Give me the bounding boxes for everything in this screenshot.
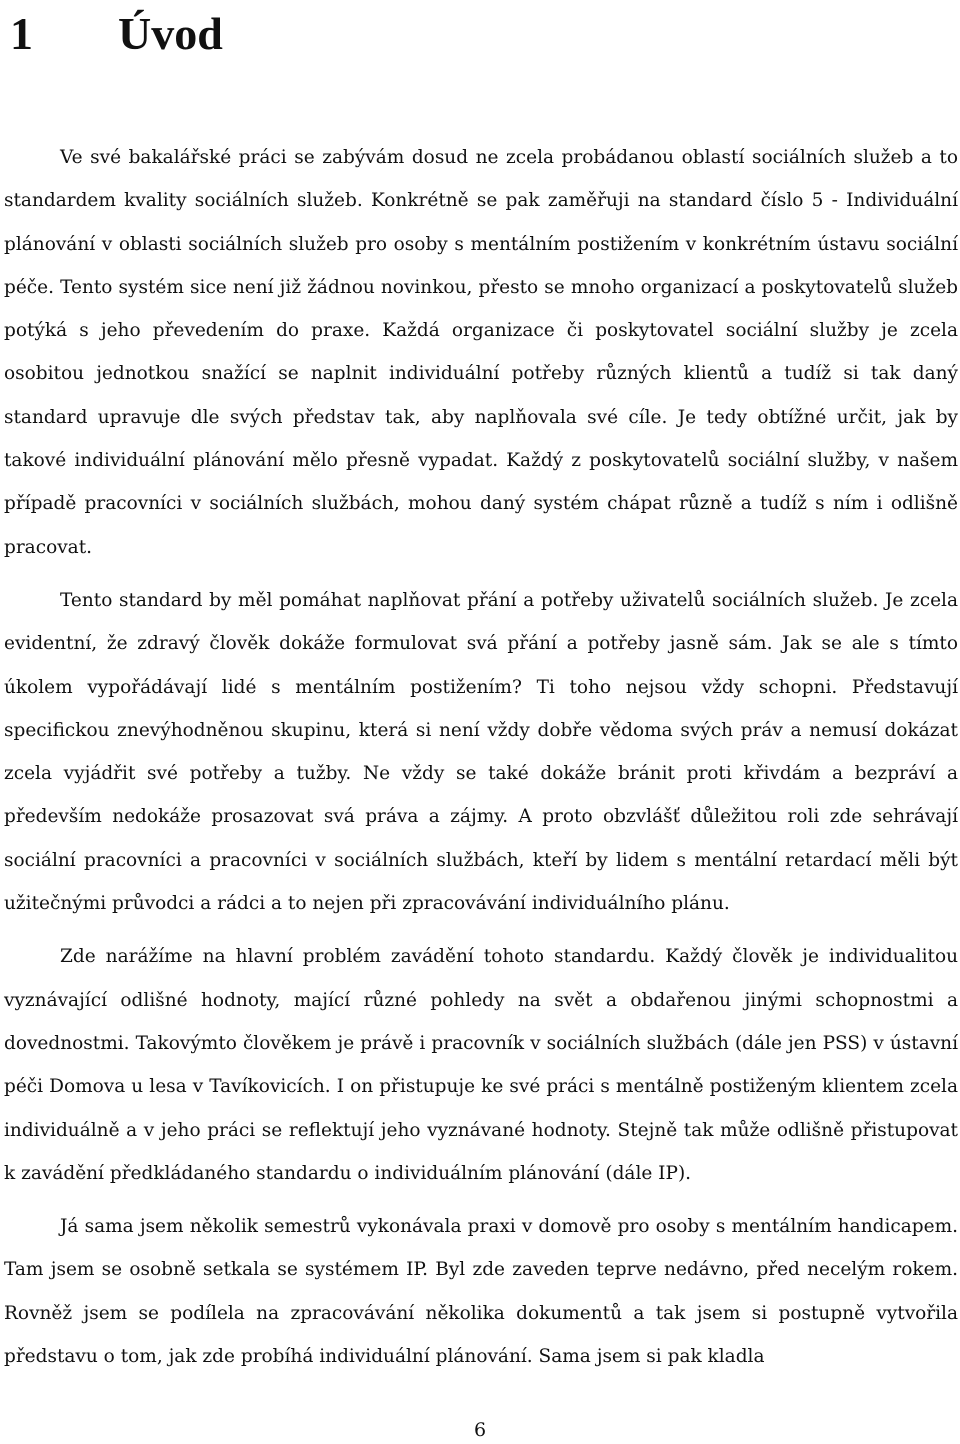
chapter-heading — [10, 4, 223, 64]
paragraph-standard-purpose: Tento standard by měl pomáhat naplňovat přání a potřeby uživatelů sociálních služeb. Je zcela evidentní, že zdravý člověk dokáže formulovat svá přání a potřeby jasně sám. Jak se ale s tímto úkolem vypořádávají lidé s mentálním postižením? Ti toho nejsou vždy schopni. Představují specifickou znevýhodněnou skupinu, která si není vždy dobře vědoma svých práv a nemusí dokázat zcela vyjádřit své potřeby a tužby. Ne vždy se také dokáže bránit proti křivdám a bezpráví a především nedokáže prosazovat svá práva a zájmy. A proto obzvlášť důležitou roli zde sehrávají sociální pracovníci a pracovníci v sociálních službách, kteří by lidem s mentální retardací měli být užitečnými průvodci a rádci a to nejen při zpracovávání individuálního plánu. — [4, 589, 958, 915]
body-text — [4, 136, 958, 1378]
chapter-title: Úvod — [118, 8, 223, 59]
paragraph-intro: Ve své bakalářské práci se zabývám dosud ne zcela probádanou oblastí sociálních služeb a to standardem kvality sociálních služeb. Konkrétně se pak zaměřuji na standard číslo 5 - Individuální plánování v oblasti sociálních služeb pro osoby s mentálním postižením v konkrétním ústavu sociální péče. Tento systém sice není již žádnou novinkou, přesto se mnoho organizací a poskytovatelů služeb potýká s jeho převedením do praxe. Každá organizace či poskytovatel sociální služby je zcela osobitou jednotkou snažící se naplnit individuální potřeby různých klientů a tudíž si tak daný standard upravuje dle svých představ tak, aby naplňovala své cíle. Je tedy obtížné určit, jak by takové individuální plánování mělo přesně vypadat. Každý z poskytovatelů sociální služby, v našem případě pracovníci v sociálních službách, mohou daný systém chápat různě a tudíž s ním i odlišně pracovat. — [4, 147, 958, 558]
page-number: 6 — [473, 1419, 487, 1441]
paragraph-personal-experience: Já sama jsem několik semestrů vykonávala praxi v domově pro osoby s mentálním handicapem. Tam jsem se osobně setkala se systémem IP. Byl zde zaveden teprve nedávno, před necelým rokem. Rovněž jsem se podílela na zpracovávání několika dokumentů a tak jsem si postupně vytvořila představu o tom, jak zde probíhá individuální plánování. Sama jsem si pak kladla — [4, 1216, 958, 1368]
paragraph-main-problem: Zde narážíme na hlavní problém zavádění tohoto standardu. Každý člověk je individualitou vyznávající odlišné hodnoty, mající různé pohledy na svět a obdařenou jinými schopnostmi a dovednostmi. Takovýmto člověkem je právě i pracovník v sociálních službách (dále jen PSS) v ústavní péči Domova u lesa v Tavíkovicích. I on přistupuje ke své práci s mentálně postiženým klientem zcela individuálně a v jeho práci se reflektují jeho vyznávané hodnoty. Stejně tak může odlišně přistupovat k zavádění předkládaného standardu o individuálním plánování (dále IP). — [4, 946, 958, 1184]
chapter-number: 1 — [10, 8, 33, 59]
